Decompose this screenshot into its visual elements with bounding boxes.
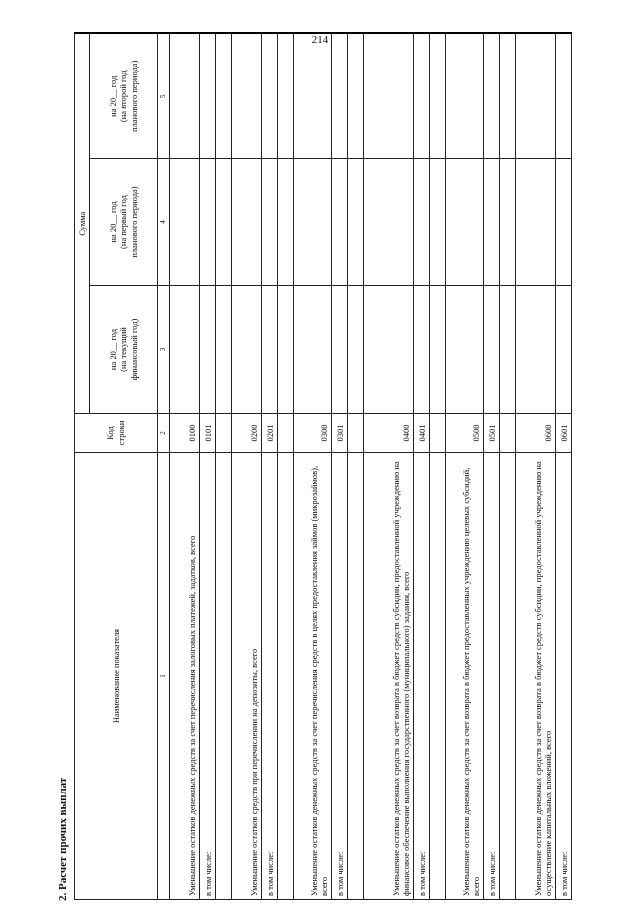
value-second-plan-year	[445, 33, 483, 158]
indicator-name: в том числе:	[413, 453, 429, 900]
table-row	[413, 33, 429, 899]
table-row	[261, 33, 277, 899]
table-row	[331, 33, 347, 899]
value-current-year	[215, 286, 231, 414]
value-second-plan-year	[555, 33, 571, 158]
indicator-name: Уменьшение остатков денежных средств за счет возврата в бюджет предоставленных учреждению целевых субсидий, всего	[445, 453, 483, 900]
table-row	[231, 33, 261, 899]
indicator-name: в том числе:	[331, 453, 347, 900]
value-second-plan-year	[413, 33, 429, 158]
value-second-plan-year	[261, 33, 277, 158]
value-current-year	[483, 286, 499, 414]
line-code: 0201	[261, 414, 277, 453]
value-second-plan-year	[499, 33, 515, 158]
section-title: 2. Расчет прочих выплат	[57, 777, 69, 901]
header-code-line2: строки	[116, 420, 126, 446]
indicator-name: Уменьшение остатков денежных средств за счет перечисления средств в целях предоставления займов (микрозаймов), всего	[293, 453, 331, 900]
indicator-name: Уменьшение остатков денежных средств за счет возврата в бюджет средств субсидии, предоставленной учреждению на осуществление капитальных вложений, всего	[515, 453, 555, 900]
table-row	[293, 33, 331, 899]
value-second-plan-year	[515, 33, 555, 158]
line-code	[347, 414, 363, 453]
header-col3-line1: на 20__ год	[107, 328, 118, 371]
line-code: 0301	[331, 414, 347, 453]
value-current-year	[499, 286, 515, 414]
value-second-plan-year	[215, 33, 231, 158]
value-current-year	[293, 286, 331, 414]
value-current-year	[261, 286, 277, 414]
column-number: 2	[158, 414, 170, 453]
header-col4-line3: планового периода)	[128, 186, 139, 258]
header-col5-line3: планового периода)	[128, 60, 139, 132]
value-current-year	[347, 286, 363, 414]
line-code: 0100	[169, 414, 199, 453]
table-body	[169, 33, 571, 899]
value-current-year	[169, 286, 199, 414]
value-first-plan-year	[363, 159, 413, 286]
line-code: 0300	[293, 414, 331, 453]
header-col5	[90, 33, 158, 158]
header-col3	[90, 286, 158, 414]
value-second-plan-year	[277, 33, 293, 158]
value-second-plan-year	[347, 33, 363, 158]
value-current-year	[231, 286, 261, 414]
line-code: 0400	[363, 414, 413, 453]
header-col3-line3: финансовый год)	[128, 318, 139, 381]
table-row	[363, 33, 413, 899]
value-current-year	[413, 286, 429, 414]
value-current-year	[277, 286, 293, 414]
value-first-plan-year	[499, 159, 515, 286]
value-second-plan-year	[231, 33, 261, 158]
value-first-plan-year	[445, 159, 483, 286]
table-row	[169, 33, 199, 899]
table-row	[445, 33, 483, 899]
table-row	[199, 33, 215, 899]
header-name: Наименование показателя	[75, 453, 158, 900]
table-row	[429, 33, 445, 899]
value-second-plan-year	[363, 33, 413, 158]
table-row	[277, 33, 293, 899]
value-current-year	[515, 286, 555, 414]
value-second-plan-year	[293, 33, 331, 158]
indicator-name: в том числе:	[555, 453, 571, 900]
indicator-name	[277, 453, 293, 900]
header-code	[75, 414, 158, 453]
value-current-year	[199, 286, 215, 414]
indicator-name: в том числе:	[199, 453, 215, 900]
table-row	[515, 33, 555, 899]
value-current-year	[331, 286, 347, 414]
value-first-plan-year	[215, 159, 231, 286]
payments-table	[74, 32, 572, 900]
line-code: 0401	[413, 414, 429, 453]
header-sum: Сумма	[75, 33, 90, 413]
value-first-plan-year	[231, 159, 261, 286]
table-row	[499, 33, 515, 899]
indicator-name	[347, 453, 363, 900]
column-number: 5	[158, 33, 170, 158]
value-first-plan-year	[555, 159, 571, 286]
table-row	[555, 33, 571, 899]
line-code	[429, 414, 445, 453]
indicator-name: в том числе:	[261, 453, 277, 900]
header-code-line1: Код	[105, 426, 116, 440]
column-number: 1	[158, 453, 170, 900]
value-second-plan-year	[483, 33, 499, 158]
value-first-plan-year	[331, 159, 347, 286]
table-row	[347, 33, 363, 899]
value-first-plan-year	[169, 159, 199, 286]
line-code: 0601	[555, 414, 571, 453]
indicator-name: Уменьшение остатков денежных средств за счет возврата в бюджет средств субсидии, предоставленной учреждению на финансовое обеспечение выполнения государственного (муниципального) задания, всего	[363, 453, 413, 900]
column-number: 3	[158, 286, 170, 414]
line-code: 0200	[231, 414, 261, 453]
line-code: 0500	[445, 414, 483, 453]
indicator-name	[215, 453, 231, 900]
line-code: 0501	[483, 414, 499, 453]
value-first-plan-year	[413, 159, 429, 286]
line-code	[277, 414, 293, 453]
line-code	[215, 414, 231, 453]
table-row	[215, 33, 231, 899]
value-first-plan-year	[483, 159, 499, 286]
table-row	[483, 33, 499, 899]
value-second-plan-year	[169, 33, 199, 158]
value-current-year	[363, 286, 413, 414]
value-second-plan-year	[199, 33, 215, 158]
value-second-plan-year	[429, 33, 445, 158]
value-current-year	[555, 286, 571, 414]
value-first-plan-year	[277, 159, 293, 286]
header-col4-line2: (на первый год	[118, 195, 129, 249]
line-code: 0101	[199, 414, 215, 453]
value-second-plan-year	[331, 33, 347, 158]
line-code: 0600	[515, 414, 555, 453]
indicator-name	[499, 453, 515, 900]
indicator-name: в том числе:	[483, 453, 499, 900]
header-col3-line2: (на текущий	[118, 327, 129, 372]
header-col4	[90, 159, 158, 286]
indicator-name	[429, 453, 445, 900]
indicator-name: Уменьшение остатков средств при перечислении на депозиты, всего	[231, 453, 261, 900]
header-col4-line1: на 20__ год	[107, 201, 118, 243]
header-col5-line2: (на второй год	[118, 70, 129, 123]
value-first-plan-year	[429, 159, 445, 286]
header-col5-line1: на 20__ год	[107, 75, 118, 117]
page-number: 214	[311, 34, 329, 46]
value-first-plan-year	[293, 159, 331, 286]
indicator-name: Уменьшение остатков денежных средств за счет перечисления залоговых платежей, задатков, всего	[169, 453, 199, 900]
value-first-plan-year	[199, 159, 215, 286]
value-first-plan-year	[347, 159, 363, 286]
value-first-plan-year	[515, 159, 555, 286]
column-number: 4	[158, 159, 170, 286]
line-code	[499, 414, 515, 453]
value-first-plan-year	[261, 159, 277, 286]
value-current-year	[445, 286, 483, 414]
value-current-year	[429, 286, 445, 414]
